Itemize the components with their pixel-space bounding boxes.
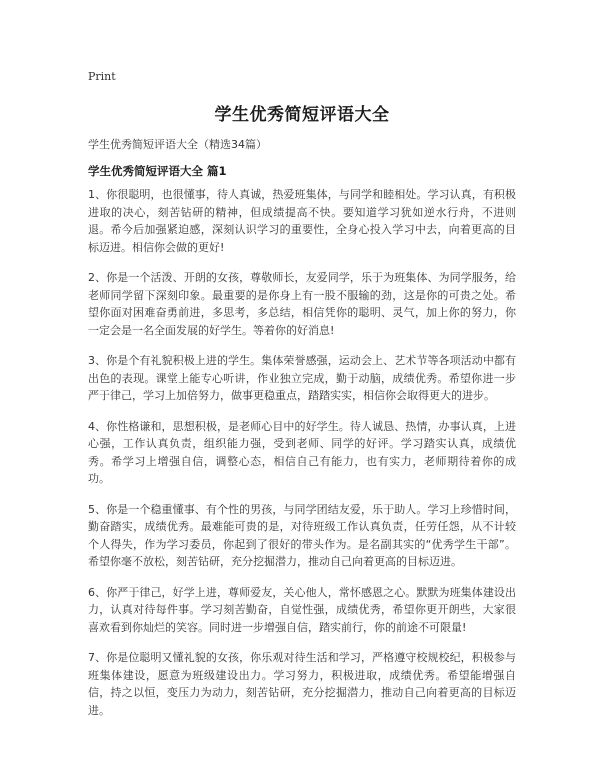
paragraph-1: 1、你很聪明，也很懂事，待人真诚，热爱班集体，与同学和睦相处。学习认真，有积极进取的决心，刻苦钻研的精神，但成绩提高不快。要知道学习犹如逆水行舟，不进则退。希今后加强紧迫感，深刻认识学习的重要性，全身心投入学习中去，向着更高的目标迈进。相信你会做的更好! (88, 188, 516, 254)
paragraph-list (88, 186, 516, 732)
page-title: 学生优秀简短评语大全 (214, 105, 390, 125)
document-subtitle: 学生优秀简短评语大全（精选34篇） (88, 138, 267, 151)
print-label[interactable]: Print (88, 70, 116, 83)
paragraph-7: 7、你是位聪明又懂礼貌的女孩，你乐观对待生活和学习，严格遵守校规校纪，积极参与班集体建设，愿意为班级建设出力。学习努力，积极进取，成绩优秀。希望能增强自信，持之以恒，变压力为动力，刻苦钻研，充分挖掘潜力，推动自己向着更高的目标迈进。 (88, 651, 516, 717)
paragraph-4: 4、你性格谦和，思想积极，是老师心目中的好学生。待人诚恳、热情，办事认真，上进心强，工作认真负责，组织能力强，受到老师、同学的好评。学习踏实认真，成绩优秀。希学习上增强自信，调整心态，相信自己有能力，也有实力，老师期待着你的成功。 (88, 419, 516, 485)
paragraph-3: 3、你是个有礼貌积极上进的学生。集体荣誉感强，运动会上、艺术节等各项活动中都有出色的表现。课堂上能专心听讲，作业独立完成，勤于动脑，成绩优秀。希望你进一步严于律己，学习上加倍努力，做事更稳重点，踏踏实实，相信你会取得更大的进步。 (88, 354, 516, 402)
paragraph-6: 6、你严于律己，好学上进，尊师爱友，关心他人，常怀感恩之心。默默为班集体建设出力，认真对待每件事。学习刻苦勤奋，自觉性强，成绩优秀，希望你更开朗些，大家很喜欢看到你灿烂的笑容。同时进一步增强自信，踏实前行，你的前途不可限量! (88, 585, 516, 634)
paragraph-2: 2、你是一个活泼、开朗的女孩，尊敬师长，友爱同学，乐于为班集体、为同学服务，给老师同学留下深刻印象。最重要的是你身上有一股不服输的劲，这是你的可贵之处。希望你面对困难奋勇前进，多思考，多总结，相信凭你的聪明、灵气，加上你的努力，你一定会是一名全面发展的好学生。等着你的好消息! (88, 271, 516, 337)
section-heading: 学生优秀简短评语大全 篇1 (88, 164, 227, 178)
paragraph-5: 5、你是一个稳重懂事、有个性的男孩，与同学团结友爱，乐于助人。学习上珍惜时间，勤奋踏实，成绩优秀。最难能可贵的是，对待班级工作认真负责，任劳任怨，从不计较个人得失，作为学习委员，你起到了很好的带头作为。是名副其实的“优秀学生干部”。希望你毫不放松，刻苦钻研，充分挖掘潜力，推动自己向着更高的目标迈进。 (88, 502, 516, 568)
